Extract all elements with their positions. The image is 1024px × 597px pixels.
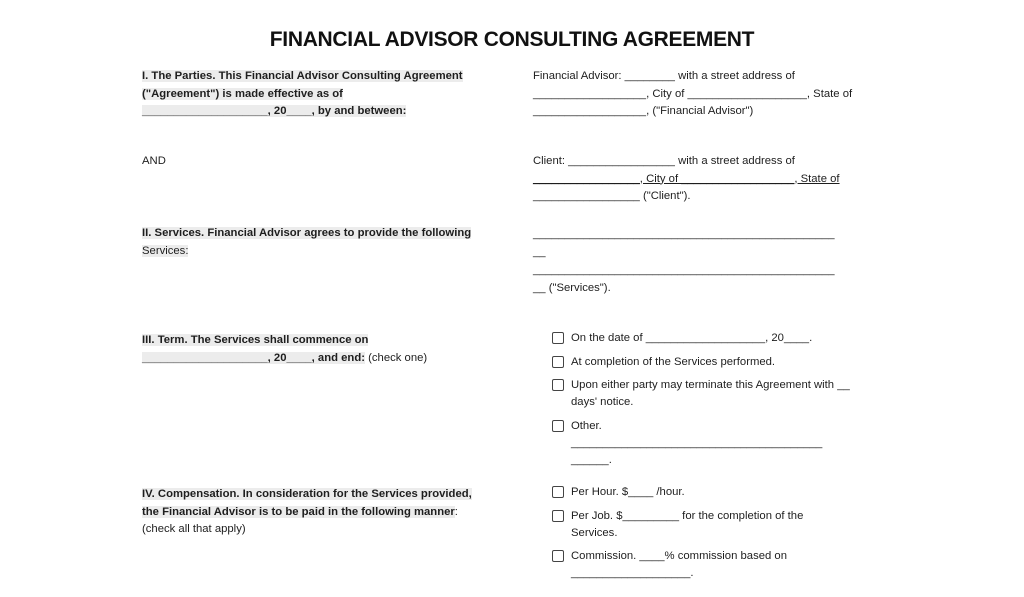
term-option-completion-label: At completion of the Services performed. bbox=[571, 356, 776, 368]
term-option-other-label: Other. bbox=[571, 420, 602, 432]
client-block bbox=[533, 153, 878, 206]
term-option-other-blank-2: ______. bbox=[571, 454, 612, 466]
comp-option-commission-blank: ___________________. bbox=[571, 567, 694, 579]
client-line-3: _________________ ("Client"). bbox=[533, 190, 691, 202]
parties-line-1: I. The Parties. This Financial Advisor Consulting Agreement bbox=[142, 70, 463, 82]
checkbox[interactable] bbox=[552, 420, 564, 432]
document-title: FINANCIAL ADVISOR CONSULTING AGREEMENT bbox=[269, 28, 755, 51]
parties-line-3: ____________________, 20____, by and between: bbox=[142, 105, 407, 117]
services-blank-1: ________________________________________________ bbox=[533, 228, 835, 240]
section-compensation bbox=[142, 486, 492, 539]
comp-option-commission-label: Commission. ____% commission based on bbox=[571, 550, 787, 562]
compensation-line-2: the Financial Advisor is to be paid in the following manner bbox=[142, 505, 455, 518]
client-line-2: _________________, City of __________________, State of bbox=[533, 172, 840, 185]
financial-advisor-block bbox=[533, 68, 878, 121]
and-label: AND bbox=[142, 155, 166, 167]
comp-option-job-label-2: Services. bbox=[571, 527, 618, 539]
compensation-line-3: (check all that apply) bbox=[142, 523, 246, 535]
services-blanks bbox=[533, 225, 878, 297]
checkbox[interactable] bbox=[552, 510, 564, 522]
advisor-line-2: __________________, City of ___________________, State of bbox=[533, 87, 853, 100]
term-line-1: III. Term. The Services shall commence on bbox=[142, 334, 369, 346]
services-blank-1b: __ bbox=[533, 246, 546, 258]
client-line-1: Client: _________________ with a street address of bbox=[533, 155, 795, 167]
section-term bbox=[142, 332, 492, 367]
checkbox[interactable] bbox=[552, 379, 564, 391]
section-parties bbox=[142, 68, 492, 121]
services-line-1: II. Services. Financial Advisor agrees to provide the following bbox=[142, 227, 472, 239]
term-option-terminate-label-2: days' notice. bbox=[571, 396, 634, 408]
checkbox[interactable] bbox=[552, 332, 564, 344]
compensation-colon: : bbox=[454, 505, 458, 518]
parties-line-2: ("Agreement") is made effective as of bbox=[142, 87, 343, 100]
compensation-line-1: IV. Compensation. In consideration for the Services provided, bbox=[142, 488, 472, 500]
checkbox[interactable] bbox=[552, 356, 564, 368]
advisor-line-3: __________________, ("Financial Advisor") bbox=[533, 105, 754, 117]
services-blank-2b: __ ("Services"). bbox=[533, 282, 611, 294]
term-option-terminate-label: Upon either party may terminate this Agreement with __ bbox=[571, 379, 850, 391]
term-line-2: ____________________, 20____, and end: bbox=[142, 351, 365, 364]
section-services bbox=[142, 225, 492, 260]
checkbox[interactable] bbox=[552, 550, 564, 562]
term-check-one: (check one) bbox=[364, 351, 428, 364]
checkbox[interactable] bbox=[552, 486, 564, 498]
term-option-other-blank: ________________________________________ bbox=[571, 437, 823, 449]
advisor-line-1: Financial Advisor: ________ with a street address of bbox=[533, 70, 795, 82]
term-option-date-label: On the date of ___________________, 20____. bbox=[571, 332, 813, 344]
services-line-2: Services: bbox=[142, 244, 189, 257]
comp-option-hour-label: Per Hour. $____ /hour. bbox=[571, 486, 685, 498]
services-blank-2: ________________________________________________ bbox=[533, 264, 835, 276]
comp-option-job-label: Per Job. $_________ for the completion of the bbox=[571, 510, 804, 522]
